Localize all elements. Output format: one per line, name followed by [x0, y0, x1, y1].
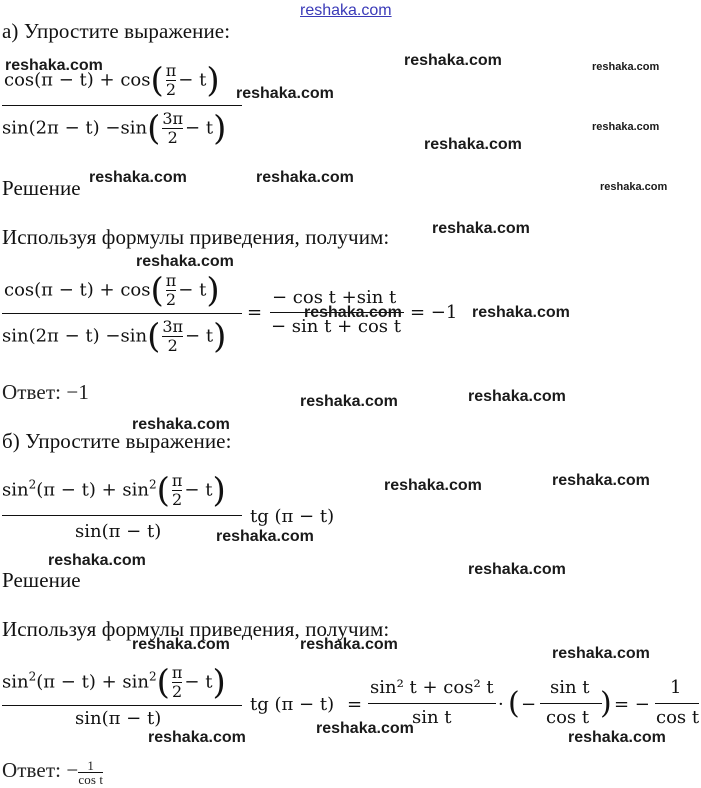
- part-a-eq-denominator: sin(2π − t) −sin( $\frac{3\pi}{2}$ − t): [2, 316, 227, 357]
- r3-numerator: 1: [670, 677, 682, 698]
- part-a-method-text: Используя формулы приведения, получим:: [2, 225, 390, 249]
- watermark: reshaka.com: [300, 636, 398, 653]
- watermark: reshaka.com: [89, 169, 187, 186]
- left-paren: (: [508, 686, 520, 721]
- r1-denominator: sin t: [412, 707, 452, 728]
- part-a-result-numerator: − cos t +sin t: [272, 287, 397, 308]
- right-paren: ): [600, 686, 612, 721]
- part-b-method-text: Используя формулы приведения, получим:: [2, 617, 390, 641]
- part-a-result-value: = −1: [410, 302, 458, 323]
- watermark: reshaka.com: [304, 304, 402, 321]
- fraction-bar: [2, 105, 242, 106]
- minus-sign: −: [521, 694, 537, 715]
- part-b-numerator: $\sin^2(\pi - t) + \sin^2$( $\frac{\pi}{2}$ − t): [2, 470, 226, 511]
- watermark: reshaka.com: [148, 729, 246, 746]
- watermark: reshaka.com: [424, 136, 522, 153]
- part-b-eq-denominator: sin(π − t): [75, 708, 162, 729]
- fraction-bar: [655, 703, 699, 704]
- watermark: reshaka.com: [136, 253, 234, 270]
- fraction-bar: [2, 313, 242, 314]
- watermark: reshaka.com: [592, 121, 660, 133]
- part-a-num-text: cos(π − t) + cos: [4, 69, 151, 91]
- watermark: reshaka.com: [316, 720, 414, 737]
- watermark: reshaka.com: [48, 552, 146, 569]
- watermark: reshaka.com: [552, 472, 650, 489]
- part-a-denominator: sin(2π − t) −sin( $\frac{3\pi}{2}$ − t): [2, 108, 227, 149]
- part-a-answer: Ответ: −1: [2, 380, 89, 404]
- r3-denominator: cos t: [656, 707, 700, 728]
- part-b-eq-tg: tg (π − t): [250, 694, 335, 715]
- watermark: reshaka.com: [5, 57, 103, 74]
- equals-minus: = −: [614, 694, 650, 715]
- watermark: reshaka.com: [552, 645, 650, 662]
- watermark: reshaka.com: [132, 416, 230, 433]
- part-a-result-denominator: − sin t + cos t: [271, 316, 401, 337]
- watermark: reshaka.com: [216, 528, 314, 545]
- part-b-title: б) Упростите выражение:: [2, 429, 232, 453]
- watermark: reshaka.com: [256, 169, 354, 186]
- watermark: reshaka.com: [432, 220, 530, 237]
- 3pi-over-2-fraction: $\frac{3\pi}{2}$: [162, 109, 184, 147]
- watermark: reshaka.com: [468, 388, 566, 405]
- watermark: reshaka.com: [592, 61, 660, 73]
- site-header-link[interactable]: reshaka.com: [300, 2, 392, 19]
- r1-numerator: sin² t + cos² t: [370, 677, 494, 698]
- part-b-eq-numerator: $\sin^2(\pi - t) + \sin^2$( $\frac{\pi}{2}$ − t): [2, 662, 226, 703]
- part-a-solution-label: Решение: [2, 176, 81, 200]
- answer-fraction: $\frac{1}{\text{cos t}}$: [78, 757, 104, 787]
- fraction-bar: [2, 705, 242, 706]
- part-b-denominator: sin(π − t): [75, 521, 162, 542]
- part-a-numerator: cos(π − t) + cos( $\frac{\pi}{2}$ − t): [4, 60, 220, 101]
- watermark: reshaka.com: [468, 561, 566, 578]
- dot-operator: ·: [498, 694, 504, 715]
- part-b-solution-label: Решение: [2, 568, 81, 592]
- r2-denominator: cos t: [546, 707, 590, 728]
- watermark: reshaka.com: [600, 181, 668, 193]
- watermark: reshaka.com: [236, 85, 334, 102]
- part-b-answer: Ответ: − $\frac{1}{\text{cos t}}$: [2, 757, 104, 787]
- watermark: reshaka.com: [472, 304, 570, 321]
- watermark: reshaka.com: [300, 393, 398, 410]
- equals-sign: =: [347, 694, 363, 715]
- fraction-bar: [368, 703, 496, 704]
- r2-numerator: sin t: [550, 677, 590, 698]
- watermark: reshaka.com: [132, 636, 230, 653]
- watermark: reshaka.com: [384, 477, 482, 494]
- part-b-tg: tg (π − t): [250, 506, 335, 527]
- watermark: reshaka.com: [568, 729, 666, 746]
- equals-sign: =: [247, 302, 263, 323]
- part-a-title: а) Упростите выражение:: [2, 19, 231, 43]
- fraction-bar: [2, 515, 242, 516]
- watermark: reshaka.com: [404, 52, 502, 69]
- part-a-eq-numerator: cos(π − t) + cos( $\frac{\pi}{2}$ − t): [4, 270, 220, 311]
- fraction-bar: [540, 703, 602, 704]
- pi-over-2-fraction: $\frac{\pi}{2}$: [165, 61, 177, 99]
